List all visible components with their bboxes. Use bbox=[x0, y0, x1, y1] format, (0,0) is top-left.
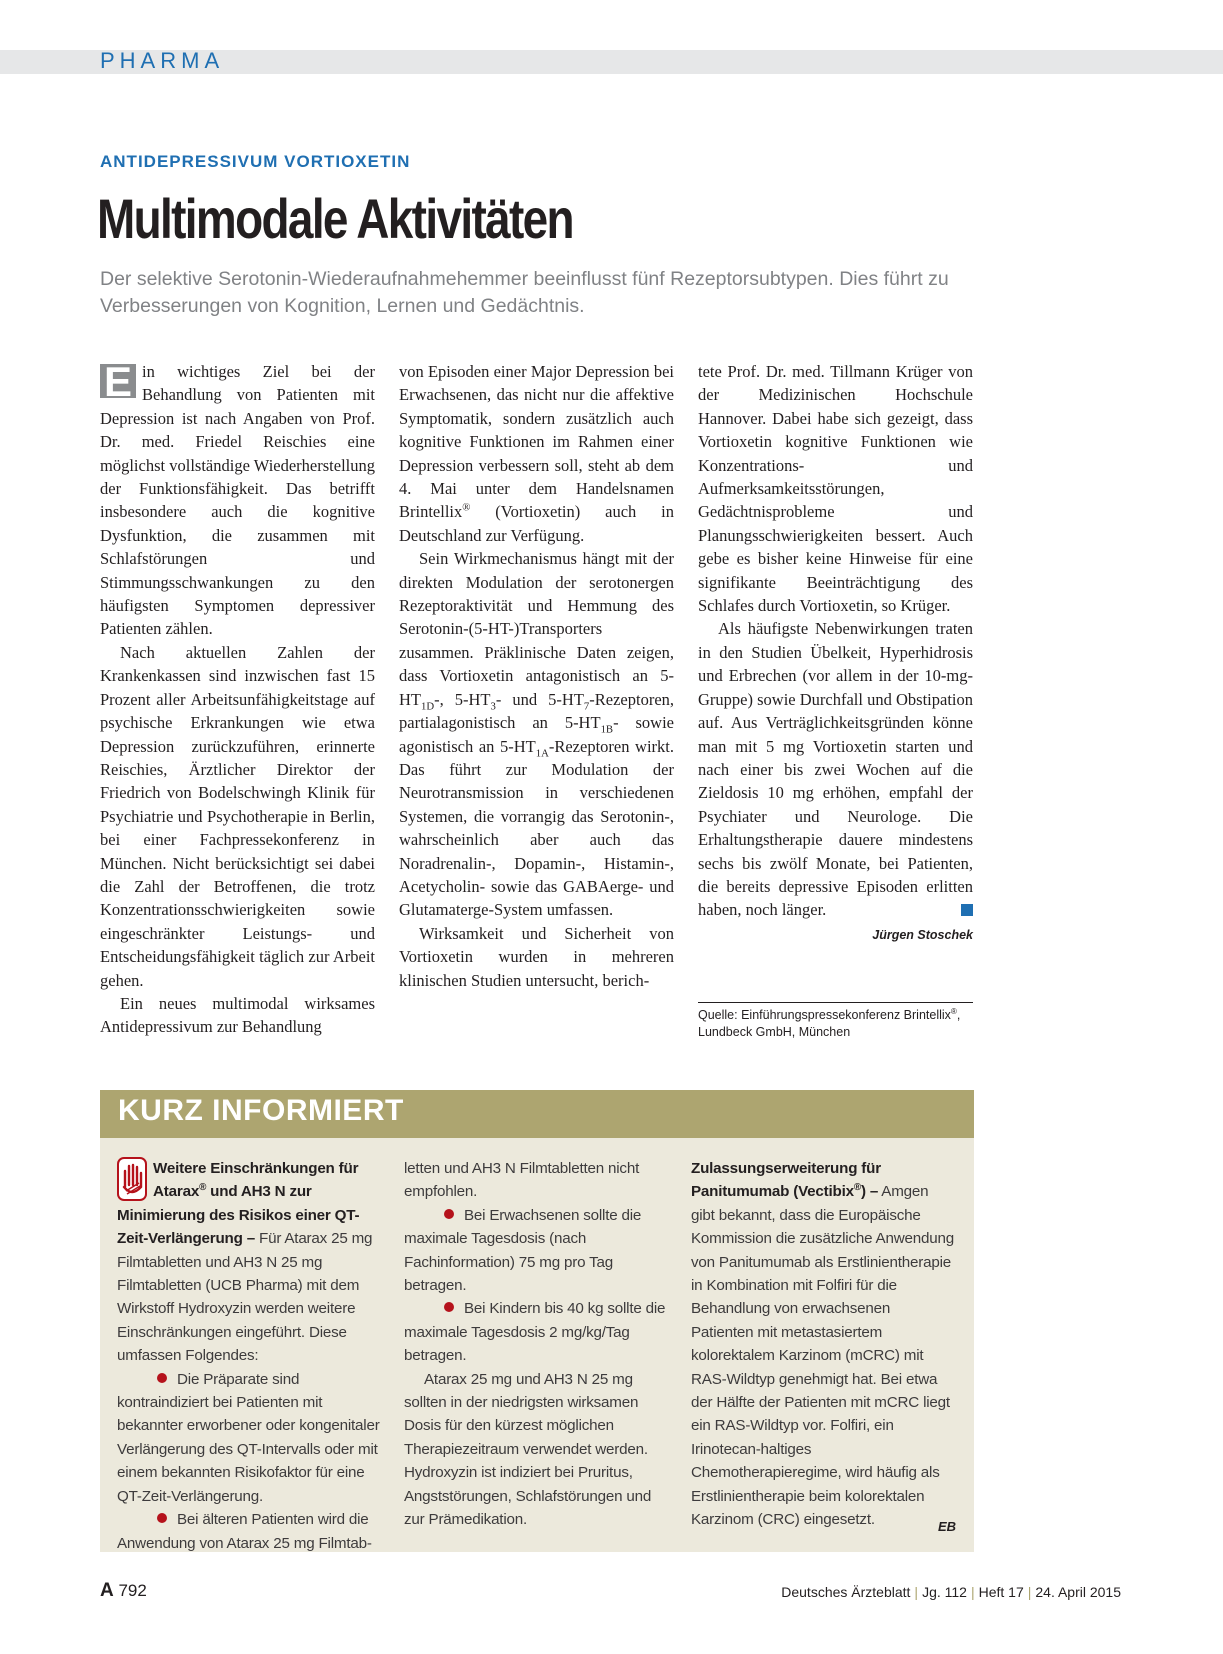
news-bullet: Bei älteren Patienten wird die Anwendung von Atarax 25 mg Filmtab- bbox=[117, 1511, 372, 1552]
article-column-1 bbox=[100, 360, 375, 1039]
article-kicker: ANTIDEPRESSIVUM VORTIOXETIN bbox=[100, 152, 411, 171]
drop-cap: E bbox=[100, 364, 136, 398]
news-bullet: Die Präparate sind kontraindiziert bei Patienten mit bekannter erworbener oder kongenitaler Verlängerung des QT-Intervalls oder mit einem bekannten Risikofaktor für eine QT-Zeit-Verlängerung. bbox=[117, 1370, 380, 1505]
article-column-2 bbox=[399, 360, 674, 992]
news-column-1 bbox=[117, 1157, 382, 1555]
article-column-3 bbox=[698, 360, 973, 947]
paragraph: von Episoden einer Major Depression bei Erwachsenen, das nicht nur die affektive Symptomatik, sondern zusätzlich auch kognitive Funktionen im Rahmen einer Depression verbessern soll, steht ab dem 4. Mai unter dem Handelsnamen Brintellix® (Vortioxetin) auch in Deutschland zur Verfügung. bbox=[399, 362, 674, 545]
section-label: PHARMA bbox=[100, 48, 225, 73]
news-column-3 bbox=[691, 1157, 956, 1532]
article-source: Quelle: Einführungspressekonferenz Brintellix®, Lundbeck GmbH, München bbox=[698, 1002, 973, 1041]
warning-hand-icon bbox=[117, 1157, 147, 1201]
bullet-icon bbox=[157, 1513, 167, 1523]
paragraph: Nach aktuellen Zahlen der Krankenkassen sind inzwischen fast 15 Prozent aller Arbeitsunfähigkeitstage auf psychische Erkrankungen wie etwa Depression zurückzuführen, erinnerte Reischies, Ärztlicher Direktor der Friedrich von Bodelschwingh Klinik für Psychiatrie und Psychotherapie in Berlin, bei einer Fachpressekonferenz in München. Nicht berücksichtigt sei dabei die Zahl der Betroffenen, die trotz Konzentrationsschwierigkeiten sowie eingeschränkter Leistungs- und Entscheidungsfähigkeit täglich zur Arbeit gehen. bbox=[100, 642, 375, 990]
page-number: A 792 bbox=[100, 1580, 147, 1601]
bullet-icon bbox=[444, 1209, 454, 1219]
bullet-icon bbox=[444, 1302, 454, 1312]
paragraph: Wirksamkeit und Sicherheit von Vortioxetin wurden in mehreren klinischen Studien untersucht, berich- bbox=[399, 923, 674, 990]
paragraph: Als häufigste Nebenwirkungen traten in den Studien Übelkeit, Hyperhidrosis und Erbrechen (vor allem in der 10-mg-Gruppe) sowie Durchfall und Obstipation auf. Aus Verträglichkeitsgründen könne man mit 5 mg Vortioxetin starten und nach einer bis zwei Wochen auf die Zieldosis 10 mg erhöhen, empfahl der Psychiater und Neurologe. Die Erhaltungstherapie dauere mindestens sechs bis zwölf Monate, bei Patienten, die bereits depressive Episoden erlitten haben, noch länger. bbox=[698, 619, 973, 920]
footer-citation: Deutsches Ärzteblatt | Jg. 112 | Heft 17 | 24. April 2015 bbox=[781, 1584, 1121, 1600]
news-bullet: Bei Kindern bis 40 kg sollte die maximale Tagesdosis 2 mg/kg/Tag betragen. bbox=[404, 1300, 666, 1365]
news-item: Weitere Einschränkungen für Atarax® und AH3 N zur Minimierung des Risikos einer QT-Zeit-Verlängerung – Für Atarax 25 mg Filmtabletten und AH3 N 25 mg Filmtabletten (UCB Pharma) mit dem Wirkstoff Hydroxyzin werden weitere Einschränkungen eingeführt. Diese umfassen Folgendes: bbox=[117, 1157, 382, 1368]
news-bullet: Bei Erwachsenen sollte die maximale Tagesdosis (nach Fachinformation) 75 mg pro Tag betragen. bbox=[404, 1206, 642, 1295]
article-lead: Der selektive Serotonin-Wiederaufnahmehemmer beeinflusst fünf Rezeptorsubtypen. Dies führt zu Verbesserungen von Kognition, Lernen und Gedächtnis. bbox=[100, 268, 949, 317]
news-column-2 bbox=[404, 1157, 669, 1532]
paragraph: Ein neues multimodal wirksames Antidepressivum zur Behandlung bbox=[100, 993, 375, 1037]
paragraph: E in wichtiges Ziel bei der Behandlung von Patienten mit Depression ist nach Angaben von Prof. Dr. med. Friedel Reischies eine möglichst vollständige Wiederherstellung der Funktionsfähigkeit. Das betrifft insbesondere auch die kognitive Dysfunktion, die zusammen mit Schlafstörungen und Stimmungsschwankungen zu den häufigsten Symptomen depressiver Patienten zählen. bbox=[100, 358, 375, 639]
news-box-title: KURZ INFORMIERT bbox=[118, 1094, 404, 1127]
article-title: Multimodale Aktivitäten bbox=[97, 187, 573, 250]
paragraph: Sein Wirkmechanismus hängt mit der direkten Modulation der serotonergen Rezeptoraktivität und Hemmung des Serotonin-(5-HT-)Transporters zusammen. Präklinische Daten zeigen, dass Vortioxetin antagonistisch an $5-HT_{1D}-$, $5-HT_3-$ und $5-HT_7$-Rezeptoren, partialagonistisch an $5-HT_{1B}-$ sowie agonistisch an $5-HT_{1A}$-Rezeptoren wirkt. Das führt zur Modulation der Neurotransmission in verschiedenen Systemen, die vorrangig das Serotonin-, wahrscheinlich aber auch das Noradrenalin-, Dopamin-, Histamin-, Acetycholin- sowie das GABAerge- und Glutamaterge-System umfassen. bbox=[399, 549, 675, 920]
box-signature: EB bbox=[937, 1519, 956, 1534]
paragraph: tete Prof. Dr. med. Tillmann Krüger von der Medizinischen Hochschule Hannover. Dabei habe sich gezeigt, dass Vortioxetin kognitive Funktionen wie Konzentrations- und Aufmerksamkeitsstörungen, Gedächtnisprobleme und Planungsschwierigkeiten bessert. Auch gebe es bisher keine Hinweise für eine signifikante Beeinträchtigung des Schlafes durch Vortioxetin, so Krüger. bbox=[698, 362, 973, 616]
news-item: Zulassungserweiterung für Panitumumab (Vectibix®) – Amgen gibt bekannt, dass die Europäische Kommission die zusätzliche Anwendung von Panitumumab als Erstlinientherapie in Kombination mit Folfiri für die Behandlung von erwachsenen Patienten mit metastasiertem kolorektalem Karzinom (mCRC) mit RAS-Wildtyp genehmigt hat. Bei etwa der Hälfte der Patienten mit mCRC liegt ein RAS-Wildtyp vor. Folfiri, ein Irinotecan-haltiges Chemotherapieregime, wird häufig als Erstlinientherapie beim kolorektalen Karzinom (CRC) eingesetzt. bbox=[691, 1160, 954, 1529]
article-author: Jürgen Stoschek bbox=[872, 927, 973, 942]
bullet-icon bbox=[157, 1373, 167, 1383]
end-mark-icon bbox=[961, 904, 973, 916]
news-text: Atarax 25 mg und AH3 N 25 mg sollten in der niedrigsten wirksamen Dosis für den kürzest möglichen Therapiezeitraum verwendet werden. Hydroxyzin ist indiziert bei Pruritus, Angststörungen, Schlafstörungen und zur Prämedikation. bbox=[404, 1370, 652, 1529]
news-text: letten und AH3 N Filmtabletten nicht empfohlen. bbox=[404, 1160, 640, 1201]
